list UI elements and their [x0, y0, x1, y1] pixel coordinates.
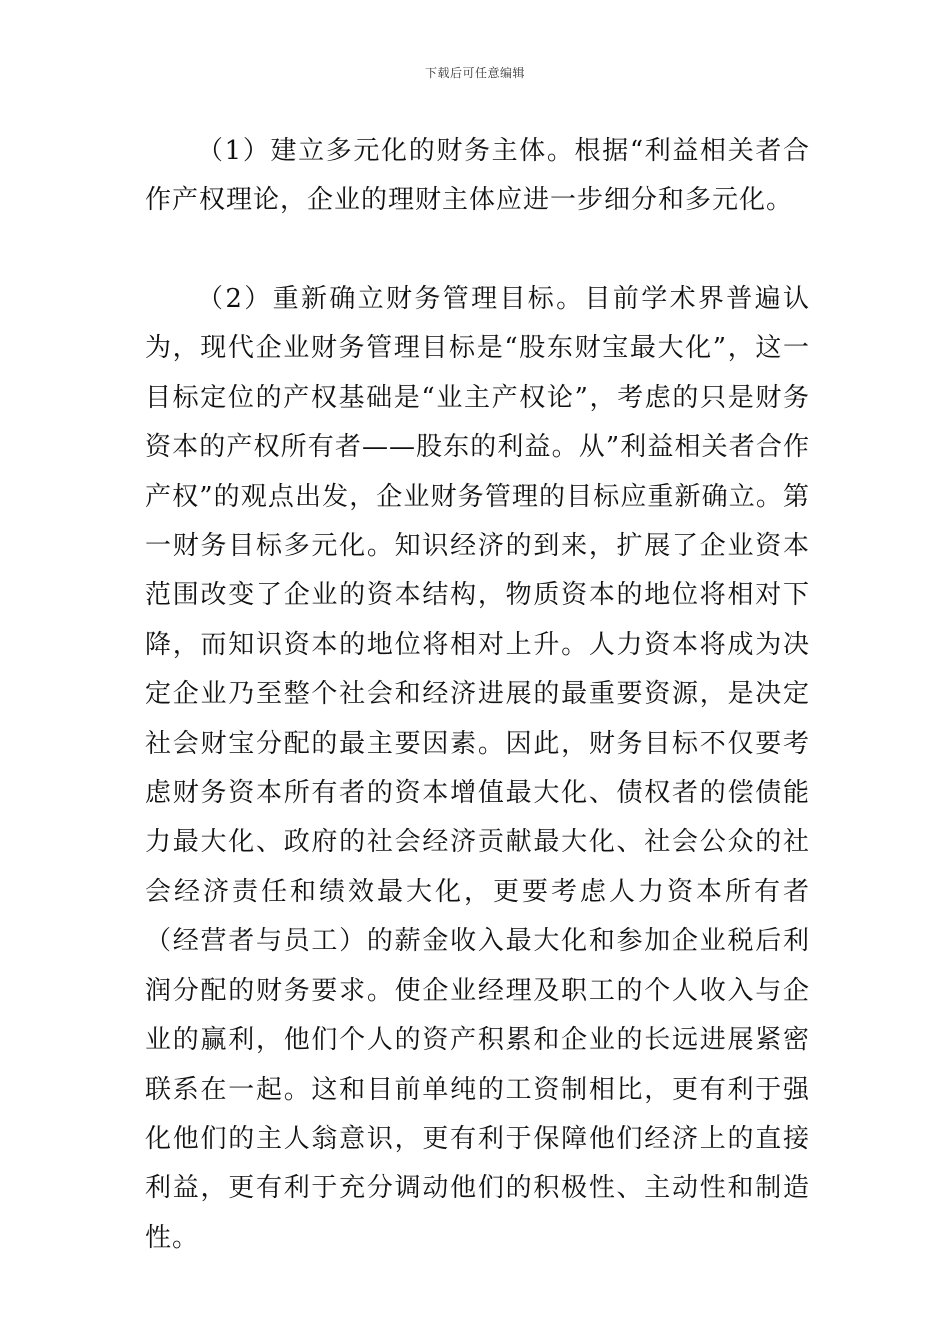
page-header: 下载后可任意编辑 — [424, 66, 525, 80]
paragraph-financial-subject: （1）建立多元化的财务主体。根据“利益相关者合作产权理论，企业的理财主体应进一步细分和多元化。 — [145, 136, 810, 216]
paragraph-financial-goal: （2）重新确立财务管理目标。目前学术界普遍认为，现代企业财务管理目标是“股东财宝最大化”，这一目标定位的产权基础是“业主产权论”，考虑的只是财务资本的产权所有者——股东的利益。从”利益相关者合作产权”的观点出发，企业财务管理的目标应重新确立。第一财务目标多元化。知识经济的到来，扩展了企业资本范围改变了企业的资本结构，物质资本的地位将相对下降，而知识资本的地位将相对上升。人力资本将成为决定企业乃至整个社会和经济进展的最重要资源，是决定社会财宝分配的最主要因素。因此，财务目标不仅要考虑财务资本所有者的资本增值最大化、债权者的偿债能力最大化、政府的社会经济贡献最大化、社会公众的社会经济责任和绩效最大化，更要考虑人力资本所有者（经营者与员工）的薪金收入最大化和参加企业税后利润分配的财务要求。使企业经理及职工的个人收入与企业的赢利，他们个人的资产积累和企业的长远进展紧密联系在一起。这和目前单纯的工资制相比，更有利于强化他们的主人翁意识，更有利于保障他们经济上的直接利益，更有利于充分调动他们的积极性、主动性和制造性。 — [145, 284, 810, 1253]
